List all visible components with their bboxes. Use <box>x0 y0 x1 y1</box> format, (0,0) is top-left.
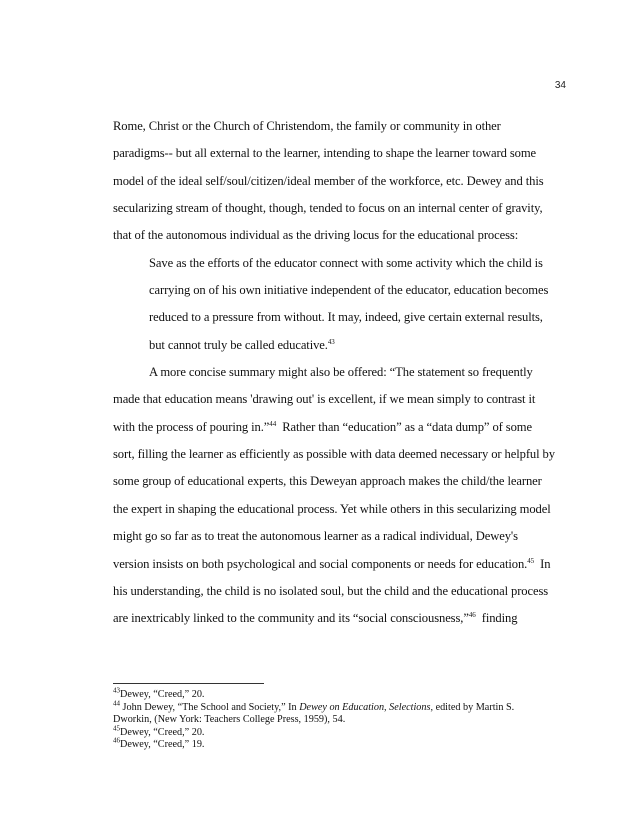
text-span: finding <box>475 611 518 626</box>
text-line: made that education means 'drawing out' is excellent, if we mean simply to contrast it <box>113 392 536 407</box>
block-quote-line: reduced to a pressure from without. It may, indeed, give certain external results, <box>149 310 543 325</box>
text-line: some group of educational experts, this Deweyan approach makes the child/the learner <box>113 474 542 489</box>
body-text <box>113 113 563 633</box>
footnote-44-continued: Dworkin, (New York: Teachers College Press, 1959), 54. <box>113 714 346 726</box>
text-line: A more concise summary might also be offered: “The statement so frequently <box>149 365 533 380</box>
text-span: version insists on both psychological and social components or needs for education. <box>113 556 528 571</box>
footnote-46 <box>113 736 553 752</box>
text-line: the expert in shaping the educational process. Yet while others in this secularizing model <box>113 501 551 516</box>
text-span: are inextricably linked to the community and its “social consciousness,” <box>113 611 469 626</box>
text-line: might go so far as to treat the autonomous learner as a radical individual, Dewey's <box>113 529 518 544</box>
footnote-text: edited by Martin S. <box>433 701 515 713</box>
footnote-separator <box>113 683 264 684</box>
page-number: 34 <box>554 80 566 91</box>
footnote-43 <box>113 686 553 702</box>
footnote-ref-44: 44 <box>269 419 277 428</box>
footnote-mark: 44 <box>113 699 120 708</box>
text-span: In <box>534 556 551 571</box>
footnote-mark: 46 <box>113 736 120 745</box>
text-line <box>113 605 563 632</box>
text-line: sort, filling the learner as efficiently as possible with data deemed necessary or helpful by <box>113 447 555 462</box>
footnote-book-title: Dewey on Education, Selections, <box>299 701 434 713</box>
block-quote-line: carrying on of his own initiative independent of the educator, education becomes <box>149 283 549 298</box>
text-span: Rather than “education” as a “data dump” of some <box>276 419 532 434</box>
footnote-text: John Dewey, “The School and Society,” In <box>120 701 300 713</box>
footnote-mark: 45 <box>113 724 120 733</box>
footnote-45 <box>113 724 553 740</box>
text-line: Rome, Christ or the Church of Christendom, the family or community in other <box>113 119 501 133</box>
footnote-ref-45: 45 <box>527 556 535 565</box>
footnote-mark: 43 <box>113 686 120 695</box>
text-line: paradigms-- but all external to the learner, intending to shape the learner toward some <box>113 146 537 161</box>
block-quote-line <box>113 332 563 359</box>
text-span: with the process of pouring in.” <box>113 419 270 434</box>
block-quote-line: Save as the efforts of the educator connect with some activity which the child is <box>149 255 543 270</box>
footnote-ref-43: 43 <box>327 337 335 346</box>
footnotes <box>113 686 553 752</box>
text-line: model of the ideal self/soul/citizen/ideal member of the workforce, etc. Dewey and this <box>113 173 544 188</box>
footnote-text: Dewey, “Creed,” 20. <box>120 689 205 700</box>
quote-text: but cannot truly be called educative. <box>149 337 328 352</box>
footnote-text: Dewey, “Creed,” 19. <box>120 739 205 751</box>
footnote-44 <box>113 699 553 715</box>
footnote-ref-46: 46 <box>468 611 476 619</box>
text-line: that of the autonomous individual as the driving locus for the educational process: <box>113 228 519 243</box>
text-line <box>113 414 563 441</box>
footnote-text: Dewey, “Creed,” 20. <box>120 726 205 738</box>
text-line <box>113 551 563 578</box>
text-line: his understanding, the child is no isolated soul, but the child and the educational process <box>113 583 549 598</box>
text-line: secularizing stream of thought, though, tended to focus on an internal center of gravity, <box>113 201 543 216</box>
